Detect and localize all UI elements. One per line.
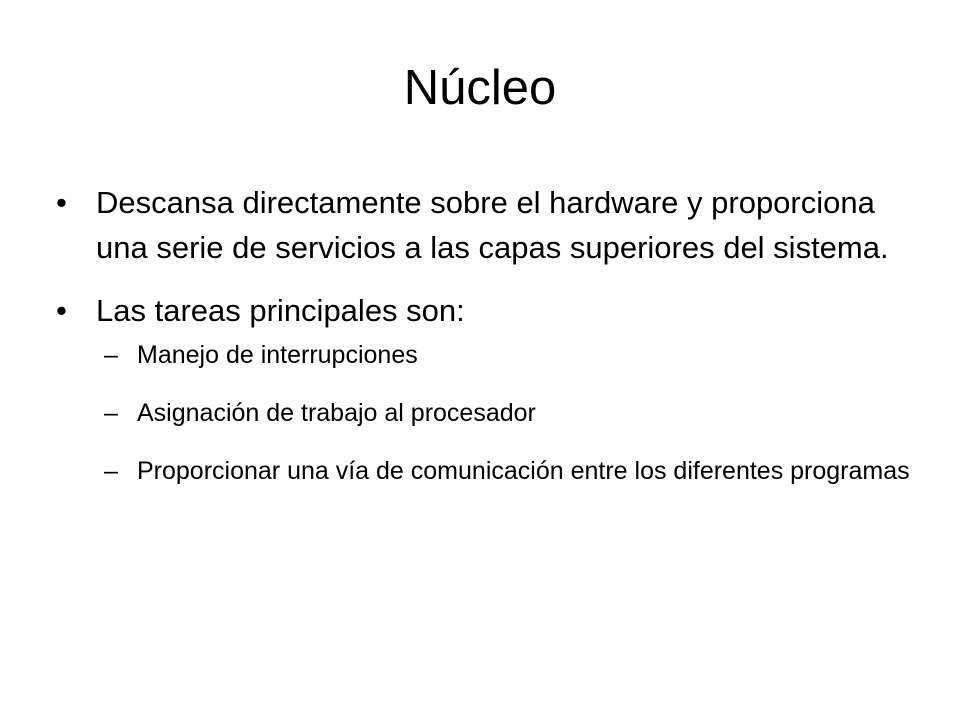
- sub-bullet-text: Manejo de interrupciones: [137, 341, 418, 369]
- slide-title: Núcleo: [403, 61, 557, 115]
- sub-bullet-item: [104, 399, 916, 428]
- bullet-item: [56, 180, 916, 270]
- sub-bullet-text: Proporcionar una vía de comunicación entre los diferentes programas: [137, 457, 910, 485]
- bullet-text: Las tareas principales son:: [96, 293, 465, 328]
- bullet-marker: •: [56, 185, 67, 220]
- sub-bullet-item: [104, 457, 916, 486]
- dash-marker: –: [104, 457, 118, 485]
- bullet-text: Descansa directamente sobre el hardware y proporciona una serie de servicios a las capas superiores del sistema.: [96, 185, 889, 265]
- sub-bullet-text: Asignación de trabajo al procesador: [137, 399, 536, 427]
- bullet-item: [56, 288, 916, 333]
- dash-marker: –: [104, 341, 118, 369]
- sub-bullet-item: [104, 341, 916, 370]
- slide-content: [56, 180, 916, 515]
- dash-marker: –: [104, 399, 118, 427]
- bullet-marker: •: [56, 293, 67, 328]
